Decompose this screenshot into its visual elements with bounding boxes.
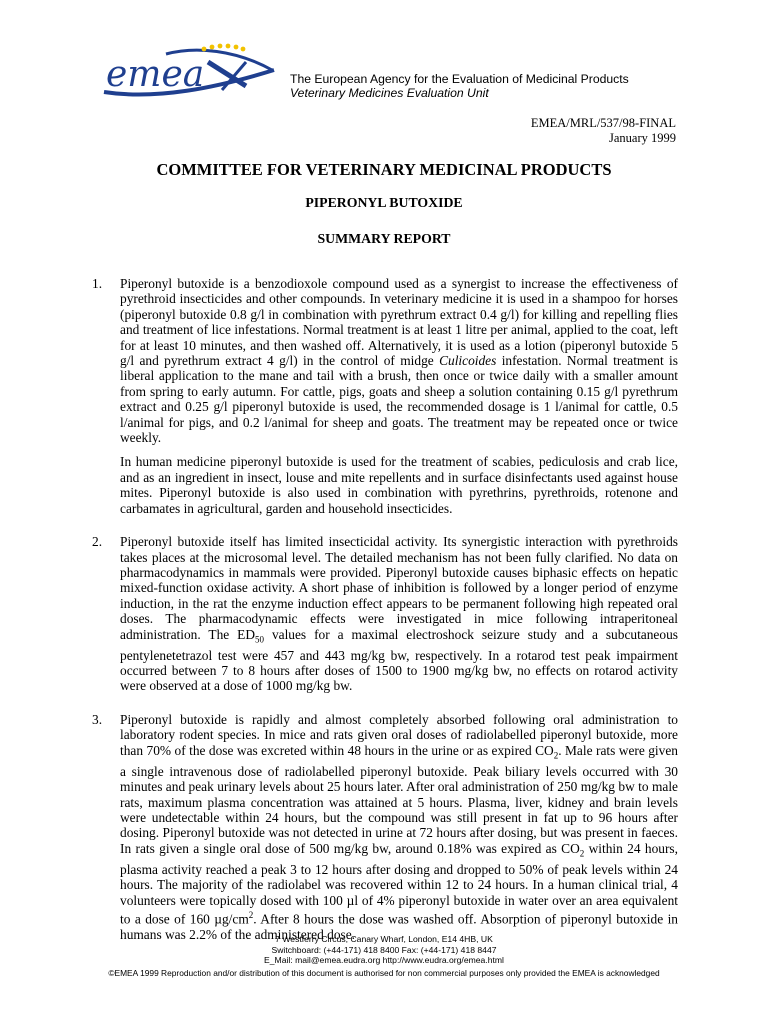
logo-wordmark: emea <box>106 54 205 95</box>
section-2 <box>92 534 678 703</box>
unit-name: Veterinary Medicines Evaluation Unit <box>290 86 489 100</box>
section-1 <box>92 276 678 525</box>
report-body <box>92 276 678 960</box>
emea-logo <box>96 40 276 104</box>
section-3 <box>92 712 678 952</box>
document-date: January 1999 <box>609 131 676 145</box>
report-type-title: SUMMARY REPORT <box>317 231 451 246</box>
footer-phone: Switchboard: (+44-171) 418 8400 Fax: (+44-171) 418 8447 <box>271 944 497 955</box>
committee-title: COMMITTEE FOR VETERINARY MEDICINAL PRODUCTS <box>156 160 612 179</box>
section-paragraph: Piperonyl butoxide itself has limited insecticidal activity. Its synergistic interaction with pyrethroids takes places at the microsomal level. The detailed mechanism has not been fully clarified. No data on pharmacodynamics in mammals were provided. Piperonyl butoxide causes biphasic effects on hepatic mixed-function oxidase activity. A short phase of inhibition is followed by a longer period of enzyme induction, in the rat the enzyme induction effect appears to be permanent following high repeated oral doses. The pharmacodynamic effects were investigated in mice following intraperitoneal administration. The $ED_{50}$ values for a maximal electroshock seizure study and a subcutaneous pentylenetetrazol test were 457 and 443 mg/kg bw, respectively. In a rotarod test peak impairment occurred between 7 to 8 hours after doses of 1500 to 1900 mg/kg bw, no effects on rotarod activity were observed at a dose of 1000 mg/kg bw. <box>120 534 678 694</box>
footer-copyright: ©EMEA 1999 Reproduction and/or distribution of this document is authorised for non commercial purposes only provided the EMEA is acknowledged <box>108 968 660 978</box>
substance-title: PIPERONYL BUTOXIDE <box>305 195 463 210</box>
ref-number: EMEA/MRL/537/98-FINAL <box>530 116 676 130</box>
section-number: 3. <box>92 711 103 727</box>
section-number: 2. <box>92 534 103 550</box>
document-reference <box>531 116 676 146</box>
section-number: 1. <box>92 276 103 291</box>
section-paragraph: In human medicine piperonyl butoxide is used for the treatment of scabies, pediculosis and crab lice, and as an ingredient in insect, louse and mite repellents and in surface disinfectants used against house mites. Piperonyl butoxide is also used in combination with pyrethrins, pyrethroids, rotenone and carbamates in agricultural, garden and household insecticides. <box>120 454 678 516</box>
agency-block <box>290 72 629 100</box>
footer-address: 7 Westferry Circus, Canary Wharf, London, E14 4HB, UK <box>275 934 493 944</box>
footer-email: E_Mail: mail@emea.eudra.org http://www.eudra.org/emea.html <box>264 955 504 966</box>
section-paragraph: Piperonyl butoxide is a benzodioxole compound used as a synergist to increase the effectiveness of pyrethroid insecticides and other compounds. In veterinary medicine it is used in a shampoo for horses (piperonyl butoxide 0.8 g/l in combination with pyrethrum extract 0.4 g/l) for killing and repelling flies and treatment of lice infestations. Normal treatment is at least 1 litre per animal, applied to the coat, left for at least 10 minutes, and then washed off. Alternatively, it is used as a lotion (piperonyl butoxide 5 g/l and pyrethrum extract 4 g/l) in the control of midge Culicoides infestation. Normal treatment is liberal application to the mane and tail with a brush, then once or twice daily with a smaller amount from spring to early autumn. For cattle, pigs, goats and sheep a solution containing 0.15 g/l pyrethrum extract and 0.25 g/l piperonyl butoxide is used, the recommended dosage is 1 l/animal for cattle, 0.5 l/animal for pigs, and 0.2 l/animal for sheep and goats. The treatment may be repeated once or twice weekly. <box>120 276 678 446</box>
footer-contact <box>0 934 768 966</box>
agency-name: The European Agency for the Evaluation of Medicinal Products <box>290 72 629 86</box>
section-paragraph: Piperonyl butoxide is rapidly and almost completely absorbed following oral administration to laboratory rodent species. In mice and rats given oral doses of radiolabelled piperonyl butoxide, more than 70% of the dose was excreted within 48 hours in the urine or as expired $CO_2$. Male rats were given a single intravenous dose of radiolabelled piperonyl butoxide. Peak biliary levels occurred with 30 minutes and peak urinary levels about 25 hours later. After oral administration of 250 mg/kg bw to male rats, maximum plasma concentration was attained at 5 hours. Plasma, liver, kidney and brain levels were undetectable within 24 hours, but the compound was still present in fat up to 96 hours after dosing. Piperonyl butoxide was not detected in urine at 72 hours after dosing, but was present in faeces. In rats given a single oral dose of 500 mg/kg bw, around 0.18% was expired as $CO_2$ within 24 hours, plasma activity reached a peak 3 to 12 hours after dosing and dropped to 50% of peak levels within 24 hours. The majority of the radiolabel was recovered within 12 to 24 hours. In a human clinical trial, 4 volunteers were topically dosed with 100 µl of 4% piperonyl butoxide in water over an area equivalent to a dose of 160 $\mu g/cm^2$. After 8 hours the dose was washed off. Absorption of piperonyl butoxide in humans was 2.2% of the administered dose. <box>120 711 678 942</box>
